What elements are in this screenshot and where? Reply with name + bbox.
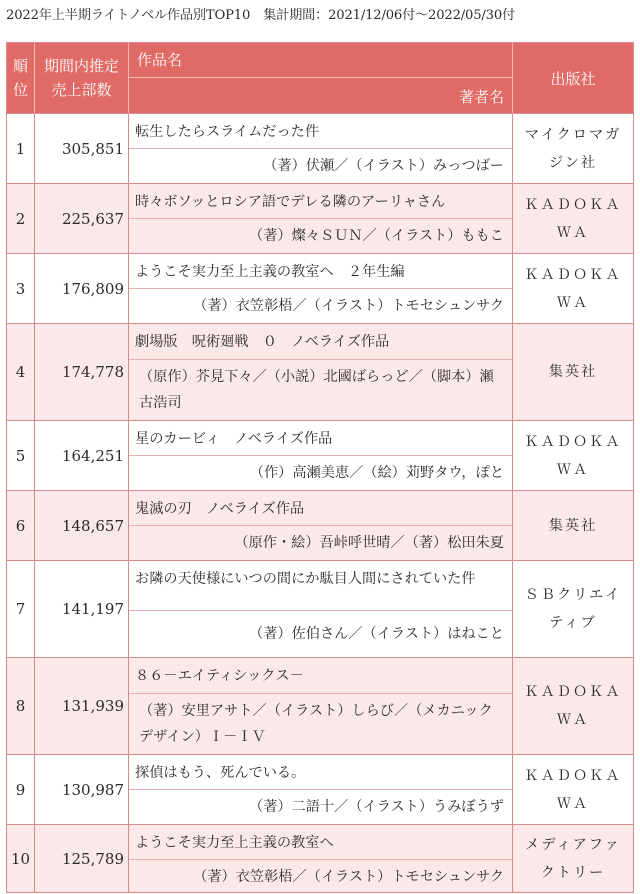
work-author-cell — [129, 526, 512, 560]
table-row — [7, 114, 633, 184]
table-body — [7, 114, 633, 892]
publisher-value: マイクロマガジン社 — [524, 126, 622, 171]
work-title: 劇場版 呪術廻戦 ０ ノベライズ作品 — [129, 324, 512, 360]
work-author: （著）佐伯さん／（イラスト）はねこと — [249, 625, 504, 642]
table-header — [7, 43, 633, 114]
sales-value: 176,809 — [61, 279, 124, 298]
sales-value: 305,851 — [61, 139, 124, 158]
table-row — [7, 658, 633, 755]
header-divider — [129, 77, 512, 78]
sales-cell — [35, 324, 129, 420]
publisher-cell — [513, 755, 633, 824]
sales-value: 125,789 — [61, 849, 124, 868]
work-author: （原作・絵）吾峠呼世晴／（著）松田朱夏 — [234, 535, 504, 551]
publisher-value: メディアファクトリー — [525, 836, 621, 881]
work-author-cell — [129, 360, 512, 420]
publisher-cell — [513, 114, 633, 183]
work-author: （原作）芥見下々／（小説）北國ばらっど／（脚本）瀬古浩司 — [139, 369, 494, 411]
rank-cell — [7, 254, 35, 323]
work-author: （著）衣笠彰梧／（イラスト）トモセシュンサク — [193, 298, 504, 314]
work-author-cell — [129, 860, 512, 894]
work-cell — [129, 184, 513, 253]
rank-value: 6 — [15, 516, 26, 535]
rank-cell — [7, 184, 35, 253]
rank-value: 8 — [15, 697, 26, 715]
header-sales-label-2: 売上部数 — [51, 81, 112, 99]
publisher-cell — [513, 825, 633, 892]
rank-cell — [7, 658, 35, 754]
publisher-cell — [513, 561, 633, 657]
sales-cell — [35, 825, 129, 892]
rank-value: 3 — [15, 279, 26, 298]
header-sales — [35, 43, 129, 113]
table-row — [7, 184, 633, 254]
sales-cell — [35, 254, 129, 323]
header-author-label: 著者名 — [458, 88, 504, 106]
work-title: ようこそ実力至上主義の教室へ ２年生編 — [129, 254, 512, 289]
rank-value: 9 — [15, 780, 26, 799]
work-author-cell — [129, 611, 512, 658]
sales-cell — [35, 561, 129, 657]
rank-value: 2 — [15, 209, 26, 228]
work-author: （作）高瀬美恵／（絵）苅野タウ，ぽと — [249, 465, 504, 481]
header-publisher-label: 出版社 — [550, 69, 596, 88]
work-cell — [129, 561, 513, 657]
header-rank-label-2: 位 — [12, 81, 28, 99]
table-row — [7, 825, 633, 892]
work-author: （著）伏瀬／（イラスト）みっつばー — [263, 158, 504, 174]
table-row — [7, 755, 633, 825]
publisher-value: ＫＡＤＯＫＡＷＡ — [524, 433, 622, 478]
publisher-cell — [513, 491, 633, 560]
table-row — [7, 254, 633, 324]
rank-value: 10 — [10, 849, 31, 868]
work-cell — [129, 254, 513, 323]
sales-cell — [35, 491, 129, 560]
publisher-cell — [513, 184, 633, 253]
publisher-value: 集英社 — [548, 364, 598, 380]
publisher-value: ＫＡＤＯＫＡＷＡ — [524, 196, 622, 241]
publisher-cell — [513, 324, 633, 420]
header-rank — [7, 43, 35, 113]
work-cell — [129, 755, 513, 824]
table-row — [7, 324, 633, 421]
sales-value: 174,778 — [61, 363, 124, 381]
rank-value: 4 — [15, 363, 26, 381]
rank-cell — [7, 825, 35, 892]
work-cell — [129, 825, 513, 892]
publisher-cell — [513, 658, 633, 754]
work-author-cell — [129, 219, 512, 253]
table-row — [7, 421, 633, 491]
publisher-value: ＫＡＤＯＫＡＷＡ — [524, 767, 622, 812]
work-cell — [129, 324, 513, 420]
work-title: ようこそ実力至上主義の教室へ — [129, 825, 512, 860]
header-rank-label-1: 順 — [12, 57, 28, 75]
work-cell — [129, 114, 513, 183]
work-title: お隣の天使様にいつの間にか駄目人間にされていた件 — [129, 561, 512, 611]
work-title: 鬼滅の刃 ノベライズ作品 — [129, 491, 512, 526]
work-author-cell — [129, 790, 512, 824]
sales-value: 148,657 — [61, 516, 124, 535]
publisher-value: 集英社 — [548, 517, 598, 534]
sales-value: 130,987 — [61, 780, 124, 799]
work-cell — [129, 658, 513, 754]
publisher-cell — [513, 254, 633, 323]
rank-cell — [7, 561, 35, 657]
page-title: 2022年上半期ライトノベル作品別TOP10 集計期間：2021/12/06付〜2022/05/30付 — [6, 8, 516, 23]
header-work-label: 作品名 — [137, 51, 183, 69]
sales-cell — [35, 184, 129, 253]
work-cell — [129, 421, 513, 490]
rank-cell — [7, 491, 35, 560]
work-author: （著）燦々ＳＵＮ／（イラスト）ももこ — [249, 228, 504, 244]
work-title: 転生したらスライムだった件 — [129, 114, 512, 149]
work-author: （著）安里アサト／（イラスト）しらび／（メカニックデザイン）Ｉ－ＩＶ — [139, 703, 493, 745]
rank-value: 7 — [15, 600, 26, 618]
header-work — [129, 43, 513, 113]
rank-cell — [7, 421, 35, 490]
work-title: 時々ボソッとロシア語でデレる隣のアーリャさん — [129, 184, 512, 219]
table-row — [7, 491, 633, 561]
sales-value: 225,637 — [61, 209, 124, 228]
rank-value: 1 — [15, 139, 26, 158]
work-cell — [129, 491, 513, 560]
sales-cell — [35, 421, 129, 490]
work-author-cell — [129, 289, 512, 323]
rank-cell — [7, 755, 35, 824]
publisher-value: ＳＢクリエイティブ — [524, 587, 622, 631]
work-author-cell — [129, 149, 512, 183]
publisher-cell — [513, 421, 633, 490]
sales-cell — [35, 755, 129, 824]
sales-cell — [35, 658, 129, 754]
sales-value: 164,251 — [61, 446, 124, 465]
header-sales-label-1: 期間内推定 — [43, 57, 119, 75]
publisher-value: ＫＡＤＯＫＡＷＡ — [524, 266, 622, 311]
rank-cell — [7, 114, 35, 183]
work-author-cell — [129, 694, 512, 754]
header-publisher — [513, 43, 633, 113]
work-author: （著）衣笠彰梧／（イラスト）トモセシュンサク — [193, 869, 504, 885]
work-title: 探偵はもう、死んでいる。 — [129, 755, 512, 790]
rank-value: 5 — [15, 446, 26, 465]
sales-value: 131,939 — [61, 697, 124, 715]
ranking-table — [6, 42, 634, 893]
work-title: ８６－エイティシックス－ — [129, 658, 512, 694]
table-row — [7, 561, 633, 658]
publisher-value: ＫＡＤＯＫＡＷＡ — [524, 684, 622, 728]
work-author-cell — [129, 456, 512, 490]
rank-cell — [7, 324, 35, 420]
work-author: （著）二語十／（イラスト）うみぼうず — [249, 799, 504, 815]
work-title: 星のカービィ ノベライズ作品 — [129, 421, 512, 456]
sales-value: 141,197 — [61, 600, 124, 618]
sales-cell — [35, 114, 129, 183]
